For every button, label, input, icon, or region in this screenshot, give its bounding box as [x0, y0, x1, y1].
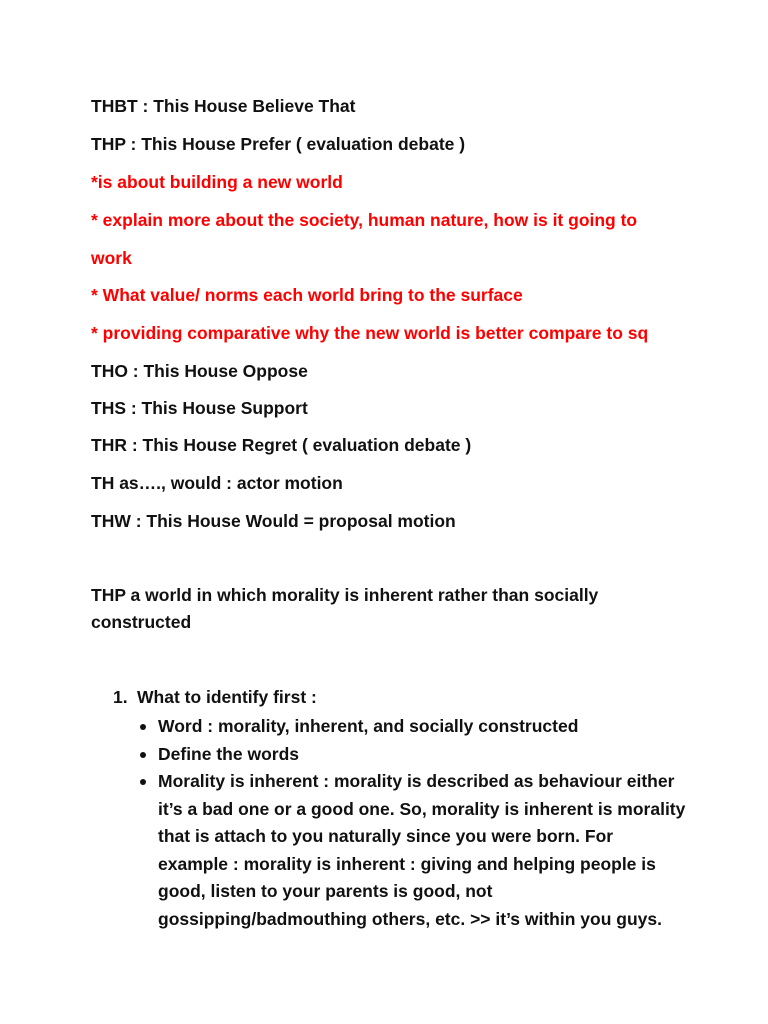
- line-thw: THW : This House Would = proposal motion: [91, 511, 456, 531]
- bullet-text: Morality is inherent : morality is described as behaviour either it’s a bad one or a good one. So, morality is inherent is morality that is attach to you naturally since you were born. For example : morality is inherent : giving and helping people is good, listen to your parents is good, not gossipping/badmouthing others, etc. >> it’s within you guys.: [158, 771, 686, 929]
- bullet-text: Define the words: [158, 743, 299, 764]
- list-number: 1.: [113, 687, 128, 707]
- bullet-icon: [140, 752, 146, 758]
- list-heading-text: What to identify first :: [137, 687, 317, 707]
- line-thbt: THBT : This House Believe That: [91, 96, 356, 116]
- bullet-icon: [140, 779, 146, 785]
- line-tho: THO : This House Oppose: [91, 361, 308, 381]
- line-th-as: TH as…., would : actor motion: [91, 473, 343, 493]
- note-new-world: *is about building a new world: [91, 172, 343, 192]
- note-value-norms: * What value/ norms each world bring to the surface: [91, 285, 523, 305]
- bullet-item: [136, 741, 686, 769]
- note-explain-society: * explain more about the society, human nature, how is it going to: [91, 210, 638, 230]
- line-ths: THS : This House Support: [91, 398, 308, 418]
- motion-statement: THP a world in which morality is inherent rather than socially constructed: [91, 585, 599, 632]
- numbered-item-heading: [113, 686, 317, 708]
- line-thr: THR : This House Regret ( evaluation debate ): [91, 435, 472, 455]
- bullet-item: [136, 768, 686, 933]
- line-thp: THP : This House Prefer ( evaluation debate ): [91, 134, 466, 154]
- bullet-list: [136, 713, 686, 933]
- note-comparative: * providing comparative why the new world is better compare to sq: [91, 323, 649, 343]
- bullet-icon: [140, 724, 146, 730]
- note-explain-society-cont: work: [91, 248, 132, 268]
- bullet-text: Word : morality, inherent, and socially constructed: [158, 716, 579, 736]
- bullet-item: [136, 713, 686, 741]
